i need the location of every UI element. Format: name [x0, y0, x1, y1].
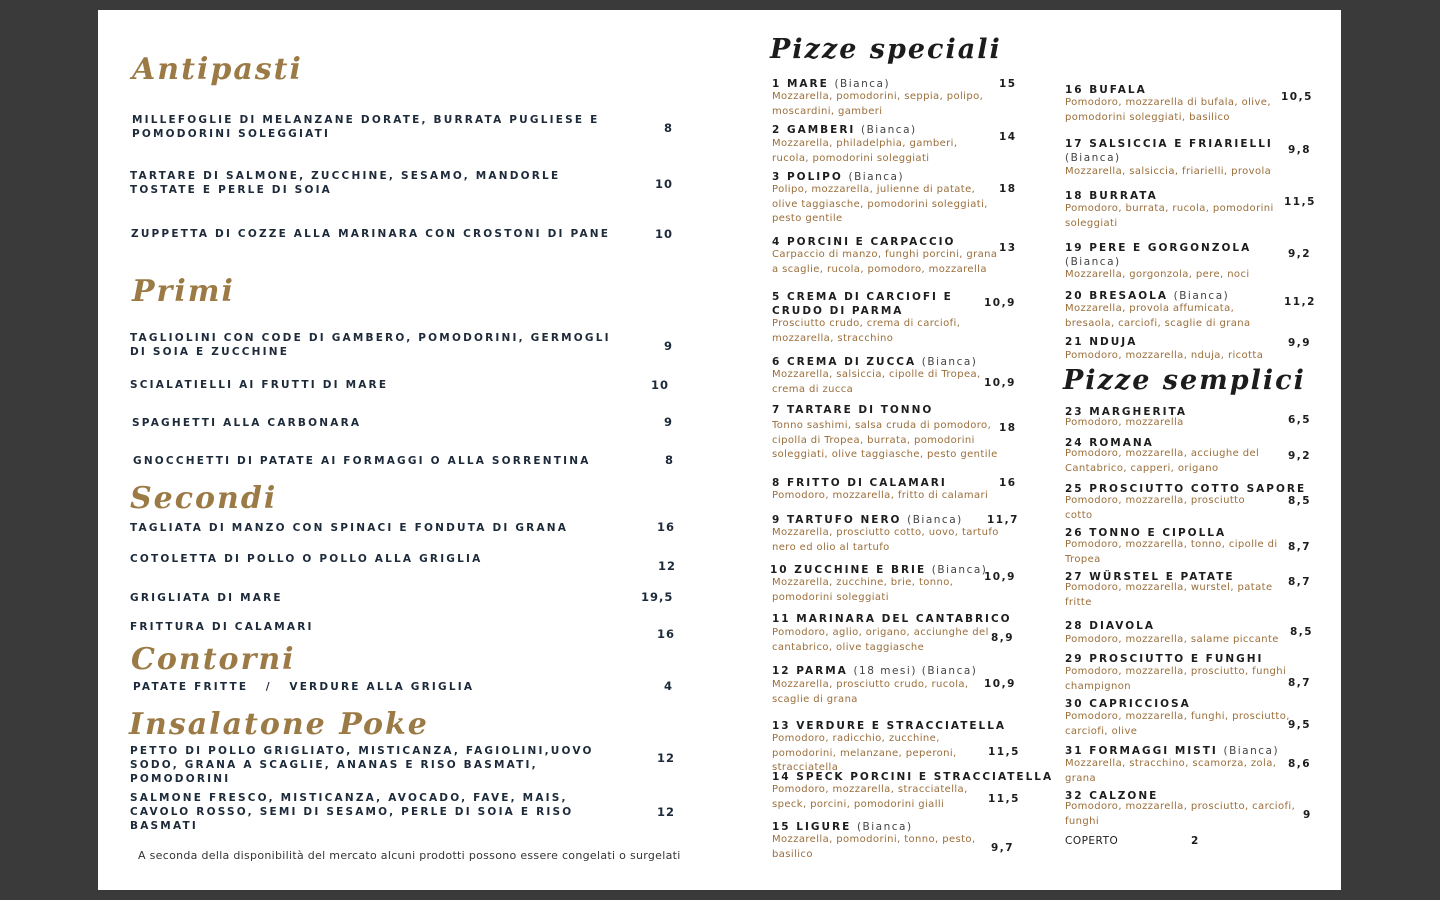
pizza-name: 23 MARGHERITA [1065, 406, 1187, 418]
pizza-price: 11,5 [1284, 196, 1316, 208]
pizza-description: Pomodoro, mozzarella, stracciatella, speck, porcini, pomodorini gialli [772, 784, 968, 810]
heading-pizze-speciali: Pizze speciali [770, 34, 1002, 65]
insalatone-item: SALMONE FRESCO, MISTICANZA, AVOCADO, FAVE, MAIS, CAVOLO ROSSO, SEMI DI SESAMO, PERLE DI SOIA E RISO BASMATI [130, 792, 574, 832]
pizza-name: 10 ZUCCHINE E BRIE (Bianca) [770, 564, 988, 576]
pizza-description: Mozzarella, prosciutto cotto, uovo, tartufo nero ed olio al tartufo [772, 527, 999, 553]
pizza-price: 9,2 [1288, 248, 1312, 260]
pizza-name: 21 NDUJA [1065, 336, 1138, 348]
pizza-price: 10,9 [984, 678, 1016, 690]
pizza-name: 28 DIAVOLA [1065, 620, 1155, 632]
pizza-name: 4 PORCINI E CARPACCIO [772, 236, 956, 248]
pizza-price: 8,7 [1288, 541, 1312, 553]
primi-price: 9 [664, 415, 674, 429]
antipasti-item: TARTARE DI SALMONE, ZUCCHINE, SESAMO, MANDORLE TOSTATE E PERLE DI SOIA [130, 170, 561, 196]
pizza-name: 32 CALZONE [1065, 790, 1159, 802]
antipasti-item: MILLEFOGLIE DI MELANZANE DORATE, BURRATA PUGLIESE E POMODORINI SOLEGGIATI [132, 114, 600, 140]
primi-item: TAGLIOLINI CON CODE DI GAMBERO, POMODORINI, GERMOGLI DI SOIA E ZUCCHINE [130, 332, 611, 358]
pizza-description: Pomodoro, mozzarella, tonno, cipolle di Tropea [1065, 539, 1278, 565]
pizza-name: 26 TONNO E CIPOLLA [1065, 527, 1227, 539]
availability-note: A seconda della disponibilità del mercato alcuni prodotti possono essere congelati o surgelati [138, 849, 681, 862]
pizza-name: 27 WÜRSTEL E PATATE [1065, 571, 1235, 583]
secondi-item: TAGLIATA DI MANZO CON SPINACI E FONDUTA DI GRANA [130, 522, 569, 534]
secondi-item: GRIGLIATA DI MARE [130, 592, 283, 604]
primi-item: SCIALATIELLI AI FRUTTI DI MARE [130, 379, 389, 391]
pizza-price: 10,9 [984, 297, 1016, 309]
pizza-description: Carpaccio di manzo, funghi porcini, grana a scaglie, rucola, pomodoro, mozzarella [772, 249, 998, 275]
pizza-description: Mozzarella, prosciutto crudo, rucola, scaglie di grana [772, 679, 969, 705]
pizza-description: Pomodoro, mozzarella, funghi, prosciutto, carciofi, olive [1065, 711, 1290, 737]
pizza-name: 13 VERDURE E STRACCIATELLA [772, 720, 1007, 732]
primi-price: 9 [664, 339, 674, 353]
pizza-price: 9,5 [1288, 719, 1312, 731]
pizza-name: 18 BURRATA [1065, 190, 1158, 202]
pizza-description: Pomodoro, mozzarella di bufala, olive, pomodorini soleggiati, basilico [1065, 97, 1271, 123]
pizza-description: Polipo, mozzarella, julienne di patate, olive taggiasche, pomodorini soleggiati, pesto gentile [772, 184, 988, 224]
heading-primi: Primi [132, 274, 235, 309]
insalatone-price: 12 [657, 751, 676, 765]
pizza-price: 10,5 [1281, 91, 1313, 103]
pizza-price: 9,9 [1288, 337, 1312, 349]
coperto-label: COPERTO [1065, 835, 1119, 847]
pizza-price: 18 [999, 183, 1017, 195]
pizza-price: 11,5 [988, 746, 1020, 758]
pizza-price: 18 [999, 422, 1017, 434]
secondi-price: 12 [658, 559, 677, 573]
pizza-name: 8 FRITTO DI CALAMARI [772, 477, 947, 489]
secondi-price: 16 [657, 627, 676, 641]
pizza-description: Pomodoro, radicchio, zucchine, pomodorini, melanzane, peperoni, stracciatella [772, 733, 957, 773]
pizza-description: Pomodoro, mozzarella, prosciutto, funghi champignon [1065, 666, 1287, 692]
pizza-description: Pomodoro, mozzarella, nduja, ricotta [1065, 350, 1264, 361]
pizza-name: 24 ROMANA [1065, 437, 1154, 449]
pizza-name: 7 TARTARE DI TONNO [772, 404, 934, 416]
pizza-description: Pomodoro, mozzarella, salame piccante [1065, 634, 1279, 645]
pizza-price: 14 [999, 131, 1017, 143]
pizza-description: Mozzarella, pomodorini, tonno, pesto, basilico [772, 834, 976, 860]
pizza-price: 13 [999, 242, 1017, 254]
menu-page [98, 10, 1341, 890]
pizza-price: 8,7 [1288, 576, 1312, 588]
secondi-item: FRITTURA DI CALAMARI [130, 621, 314, 633]
pizza-description: Prosciutto crudo, crema di carciofi, mozzarella, stracchino [772, 318, 961, 344]
contorni-price: 4 [664, 679, 674, 693]
pizza-name: 20 BRESAOLA (Bianca) [1065, 290, 1230, 302]
pizza-price: 11,5 [988, 793, 1020, 805]
pizza-price: 9,2 [1288, 450, 1312, 462]
heading-pizze-semplici: Pizze semplici [1063, 365, 1306, 396]
pizza-price: 8,7 [1288, 677, 1312, 689]
pizza-description: Mozzarella, philadelphia, gamberi, rucola, pomodorini soleggiati [772, 138, 958, 164]
antipasti-price: 10 [655, 177, 674, 191]
pizza-price: 9,8 [1288, 144, 1312, 156]
coperto-price: 2 [1191, 835, 1199, 847]
pizza-price: 16 [999, 477, 1017, 489]
pizza-description: Pomodoro, mozzarella, wurstel, patate fritte [1065, 582, 1273, 608]
antipasti-price: 8 [664, 121, 674, 135]
pizza-name: 31 FORMAGGI MISTI (Bianca) [1065, 745, 1280, 757]
heading-contorni: Contorni [131, 642, 296, 677]
pizza-description: Mozzarella, gorgonzola, pere, noci [1065, 269, 1250, 280]
pizza-name: 11 MARINARA DEL CANTABRICO [772, 613, 1012, 625]
primi-price: 10 [651, 378, 670, 392]
heading-antipasti: Antipasti [132, 52, 303, 87]
antipasti-item: ZUPPETTA DI COZZE ALLA MARINARA CON CROSTONI DI PANE [131, 228, 611, 240]
heading-secondi: Secondi [130, 481, 278, 516]
pizza-description: Mozzarella, zucchine, brie, tonno, pomodorini soleggiati [772, 577, 954, 603]
pizza-price: 8,5 [1290, 626, 1314, 638]
pizza-price: 9,7 [991, 842, 1015, 854]
contorni-item: PATATE FRITTE / VERDURE ALLA GRIGLIA [133, 681, 475, 693]
pizza-price: 6,5 [1288, 414, 1312, 426]
pizza-price: 8,5 [1288, 495, 1312, 507]
secondi-price: 19,5 [641, 590, 674, 604]
pizza-price: 9 [1303, 809, 1312, 821]
pizza-price: 15 [999, 78, 1017, 90]
pizza-description: Pomodoro, mozzarella, fritto di calamari [772, 490, 989, 501]
pizza-price: 8,9 [991, 632, 1015, 644]
pizza-description: Pomodoro, mozzarella, acciughe del Cantabrico, capperi, origano [1065, 448, 1260, 474]
pizza-description: Tonno sashimi, salsa cruda di pomodoro, cipolla di Tropea, burrata, pomodorini soleggiati, olive taggiasche, pesto gentile [772, 420, 998, 460]
pizza-description: Pomodoro, aglio, origano, acciunghe del cantabrico, olive taggiasche [772, 627, 989, 653]
pizza-name: 30 CAPRICCIOSA [1065, 698, 1191, 710]
primi-item: GNOCCHETTI DI PATATE AI FORMAGGI O ALLA SORRENTINA [133, 455, 591, 467]
pizza-description: Pomodoro, burrata, rucola, pomodorini soleggiati [1065, 203, 1274, 229]
pizza-description: Mozzarella, pomodorini, seppia, polipo, moscardini, gamberi [772, 91, 984, 117]
pizza-price: 10,9 [984, 377, 1016, 389]
pizza-name: 6 CREMA DI ZUCCA (Bianca) [772, 356, 978, 368]
pizza-name: 15 LIGURE (Bianca) [772, 821, 913, 833]
pizza-name: 29 PROSCIUTTO E FUNGHI [1065, 653, 1264, 665]
pizza-name: 16 BUFALA [1065, 84, 1147, 96]
pizza-description: Mozzarella, stracchino, scamorza, zola, grana [1065, 758, 1277, 784]
pizza-description: Mozzarella, salsiccia, cipolle di Tropea, crema di zucca [772, 369, 981, 395]
heading-insalatone-poke: Insalatone Poke [129, 707, 429, 742]
pizza-name: 3 POLIPO (Bianca) [772, 171, 905, 183]
pizza-name: 5 CREMA DI CARCIOFI E CRUDO DI PARMA [772, 291, 953, 317]
pizza-name: 2 GAMBERI (Bianca) [772, 124, 917, 136]
pizza-description: Pomodoro, mozzarella, prosciutto cotto [1065, 495, 1245, 521]
antipasti-price: 10 [655, 227, 674, 241]
secondi-item: COTOLETTA DI POLLO O POLLO ALLA GRIGLIA [130, 553, 483, 565]
pizza-price: 11,2 [1284, 296, 1316, 308]
pizza-price: 10,9 [984, 571, 1016, 583]
pizza-name: 14 SPECK PORCINI E STRACCIATELLA [772, 771, 1054, 783]
pizza-name: 17 SALSICCIA E FRIARIELLI (Bianca) [1065, 138, 1273, 164]
pizza-description: Pomodoro, mozzarella, prosciutto, carciofi, funghi [1065, 801, 1296, 827]
pizza-description: Mozzarella, provola affumicata, bresaola, carciofi, scaglie di grana [1065, 303, 1251, 329]
pizza-name: 1 MARE (Bianca) [772, 78, 891, 90]
pizza-name: 25 PROSCIUTTO COTTO SAPORE [1065, 483, 1307, 495]
pizza-description: Mozzarella, salsiccia, friarielli, provola [1065, 166, 1272, 177]
pizza-price: 11,7 [987, 514, 1019, 526]
pizza-price: 8,6 [1288, 758, 1312, 770]
pizza-name: 12 PARMA (18 mesi) (Bianca) [772, 665, 978, 677]
pizza-name: 9 TARTUFO NERO (Bianca) [772, 514, 963, 526]
pizza-name: 19 PERE E GORGONZOLA (Bianca) [1065, 242, 1252, 268]
insalatone-item: PETTO DI POLLO GRIGLIATO, MISTICANZA, FAGIOLINI,UOVO SODO, GRANA A SCAGLIE, ANANAS E RISO BASMATI, POMODORINI [130, 745, 594, 785]
secondi-price: 16 [657, 520, 676, 534]
pizza-description: Pomodoro, mozzarella [1065, 417, 1184, 428]
primi-price: 8 [665, 453, 675, 467]
insalatone-price: 12 [657, 805, 676, 819]
primi-item: SPAGHETTI ALLA CARBONARA [132, 417, 362, 429]
